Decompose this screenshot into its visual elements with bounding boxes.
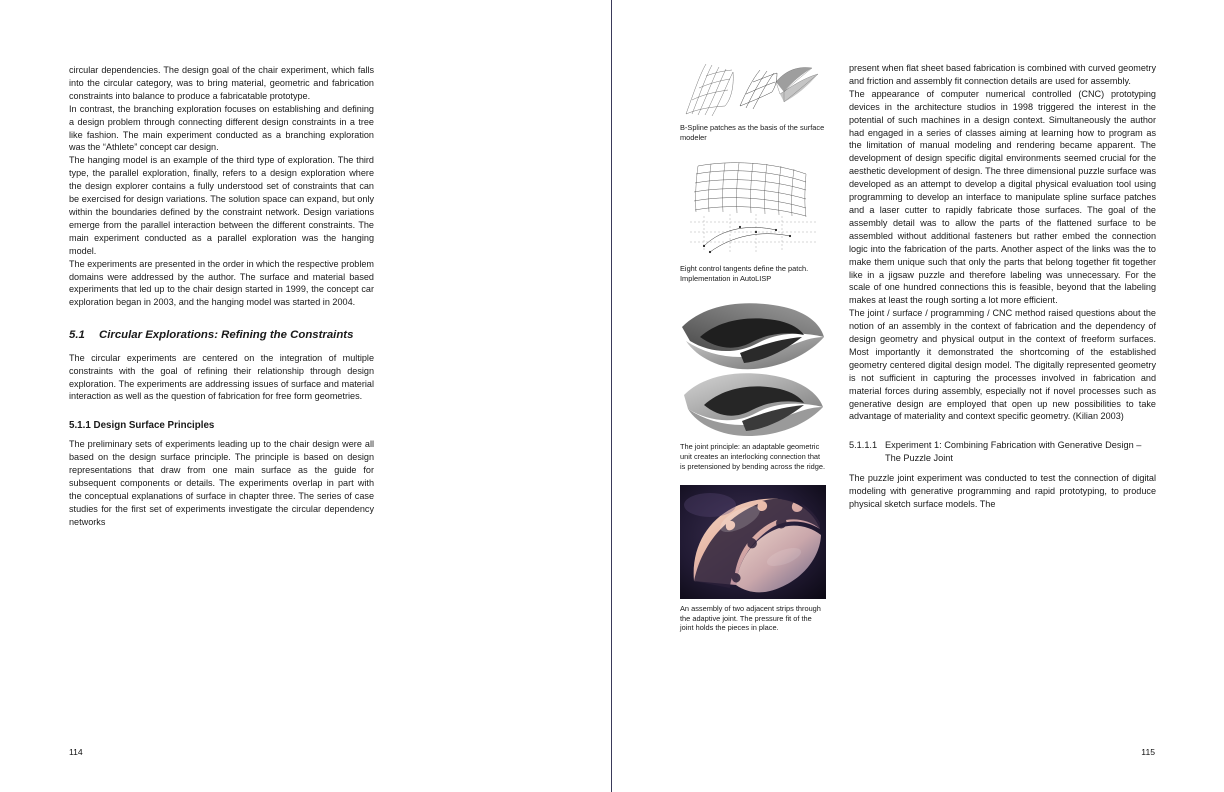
paragraph: The hanging model is an example of the third type of exploration. The third type, the parallel exploration, finally, refers to a design exploration where the design explorer contains a fully understood set of constraints that can be exercised for design variations. The solution space can expand, but only within the boundaries defined by the constraint network. Design variations emerge from the parallel interaction between the different constraints. The main experiment conducted as a parallel exploration was the hanging model.: [69, 155, 374, 256]
figure-caption: An assembly of two adjacent strips through the adaptive joint. The pressure fit of the joint holds the pieces in place.: [680, 604, 821, 633]
page-number-left: 114: [69, 747, 83, 757]
paragraph: The circular experiments are centered on the integration of multiple constraints with the goal of refining their relationship through design exploration. The experiments are addressing issues of surface and material interaction as well as the question of fabrication for free form geometries.: [69, 352, 374, 402]
paragraph: In contrast, the branching exploration focuses on establishing and defining a design problem through connecting different design constraints in a tree like fashion. The main experiment conducted as a branching exploration was the “Athlete” concept car design.: [69, 103, 374, 153]
figure-spline-patches: [680, 62, 826, 142]
subsubsection-heading: [849, 439, 1156, 464]
puzzle-joint-photo-svg: [680, 485, 826, 599]
paragraph: The joint / surface / programming / CNC method raised questions about the notion of an assembly in the context of fabrication and the dependency of design geometry and physical output in the context of freeform surfaces. Most importantly it demonstrated the shortcoming of the established geometry centered digital design model. The digitally represented geometry is not sufficient in capturing the processes involved in fabrication and material forces during assembly, especially not if novel processes such as generative design are employed that open up new possibilities to take advantage of materiality and context specific geometry. (Kilian 2003): [849, 308, 1156, 422]
paragraph: The experiments are presented in the order in which the respective problem domains were addressed by the author. The surface and material based experiments that led up to the chair design started in 1999, the concept car exploration began in 2003, and the hanging model was started in 2004.: [69, 258, 374, 308]
figure-caption: Eight control tangents define the patch. Implementation in AutoLISP: [680, 264, 809, 283]
figure-caption: B-Spline patches as the basis of the surface modeler: [680, 123, 825, 142]
paragraph: present when flat sheet based fabrication is combined with curved geometry and friction and assembly fit connection details are used for assembly.: [849, 63, 1156, 86]
right-text-column: [849, 62, 1156, 511]
paragraph: The appearance of computer numerical controlled (CNC) prototyping devices in the architecture studios in 1998 triggered the interest in the potential of such machines in a design context. Simultaneously the author had engaged in a series of classes aiming at learning how to program as the limitation of manual modeling and rendering became apparent. The development of design specific digital environments seemed crucial for the aesthetic development of design. The three dimensional puzzle surface was developed as an attempt to develop a digital physical evaluation tool using programming to develop an interface to manipulate spline surface patches and a laser cutter to rapidly fabricate those surfaces. The goal of the assembly detail was to allow the parts of the flattened surface to be assembled without additional fasteners but rather embed the connection logic into the fabrication of the parts. Another aspect of the links was the to make them unique such that only the parts that belong together fit together like in a jigsaw puzzle and therefore labeling was unnecessary. For the scale of one hundred connections this is feasible, beyond that the labeling makes at least the rough sorting a lot more efficient.: [849, 88, 1156, 306]
left-text-column: [69, 64, 374, 529]
figure-puzzle-joint-photo: [680, 485, 826, 633]
figure-joint-principle: [680, 297, 826, 471]
paragraph: The preliminary sets of experiments leading up to the chair design were all based on the design surface principle. The principle is based on design representations that draw from one main surface as the guide for subsequent components or details. The experiments overlap in part with the conceptual explanations of surface in chapter three. The series of case studies for the first set of experiments investigate the circular dependency networks: [69, 439, 374, 527]
puzzle-joint-photo-image: [680, 485, 826, 599]
figure-column: [680, 62, 826, 647]
subsubsection-title: Experiment 1: Combining Fabrication with Generative Design – The Puzzle Joint: [885, 440, 1142, 463]
control-tangents-image: [680, 156, 826, 259]
spline-patches-image: [680, 62, 826, 118]
section-number: 5.1: [69, 329, 85, 342]
figure-caption: The joint principle: an adaptable geometric unit creates an interlocking connection that is pretensioned by bending across the ridge.: [680, 442, 826, 471]
control-tangents-svg: [680, 156, 826, 259]
figure-control-tangents: [680, 156, 826, 283]
section-heading: [69, 328, 374, 343]
joint-principle-image: [680, 297, 826, 437]
joint-principle-svg: [680, 297, 826, 437]
spline-patches-svg: [680, 62, 826, 118]
subsection-heading: 5.1.1 Design Surface Principles: [69, 420, 215, 432]
page-right: [612, 0, 1224, 792]
section-title: Circular Explorations: Refining the Constraints: [99, 329, 354, 342]
paragraph: circular dependencies. The design goal of the chair experiment, which falls into the circular category, was to bring material, geometric and fabrication constraints into balance to produce a fabricatable prototype.: [69, 65, 374, 101]
subsubsection-number: 5.1.1.1: [849, 440, 878, 451]
page-number-right: 115: [1141, 747, 1155, 757]
paragraph: The puzzle joint experiment was conducted to test the connection of digital modeling with generative programming and rapid prototyping, to produce physical sketch surface models. The: [849, 473, 1156, 509]
